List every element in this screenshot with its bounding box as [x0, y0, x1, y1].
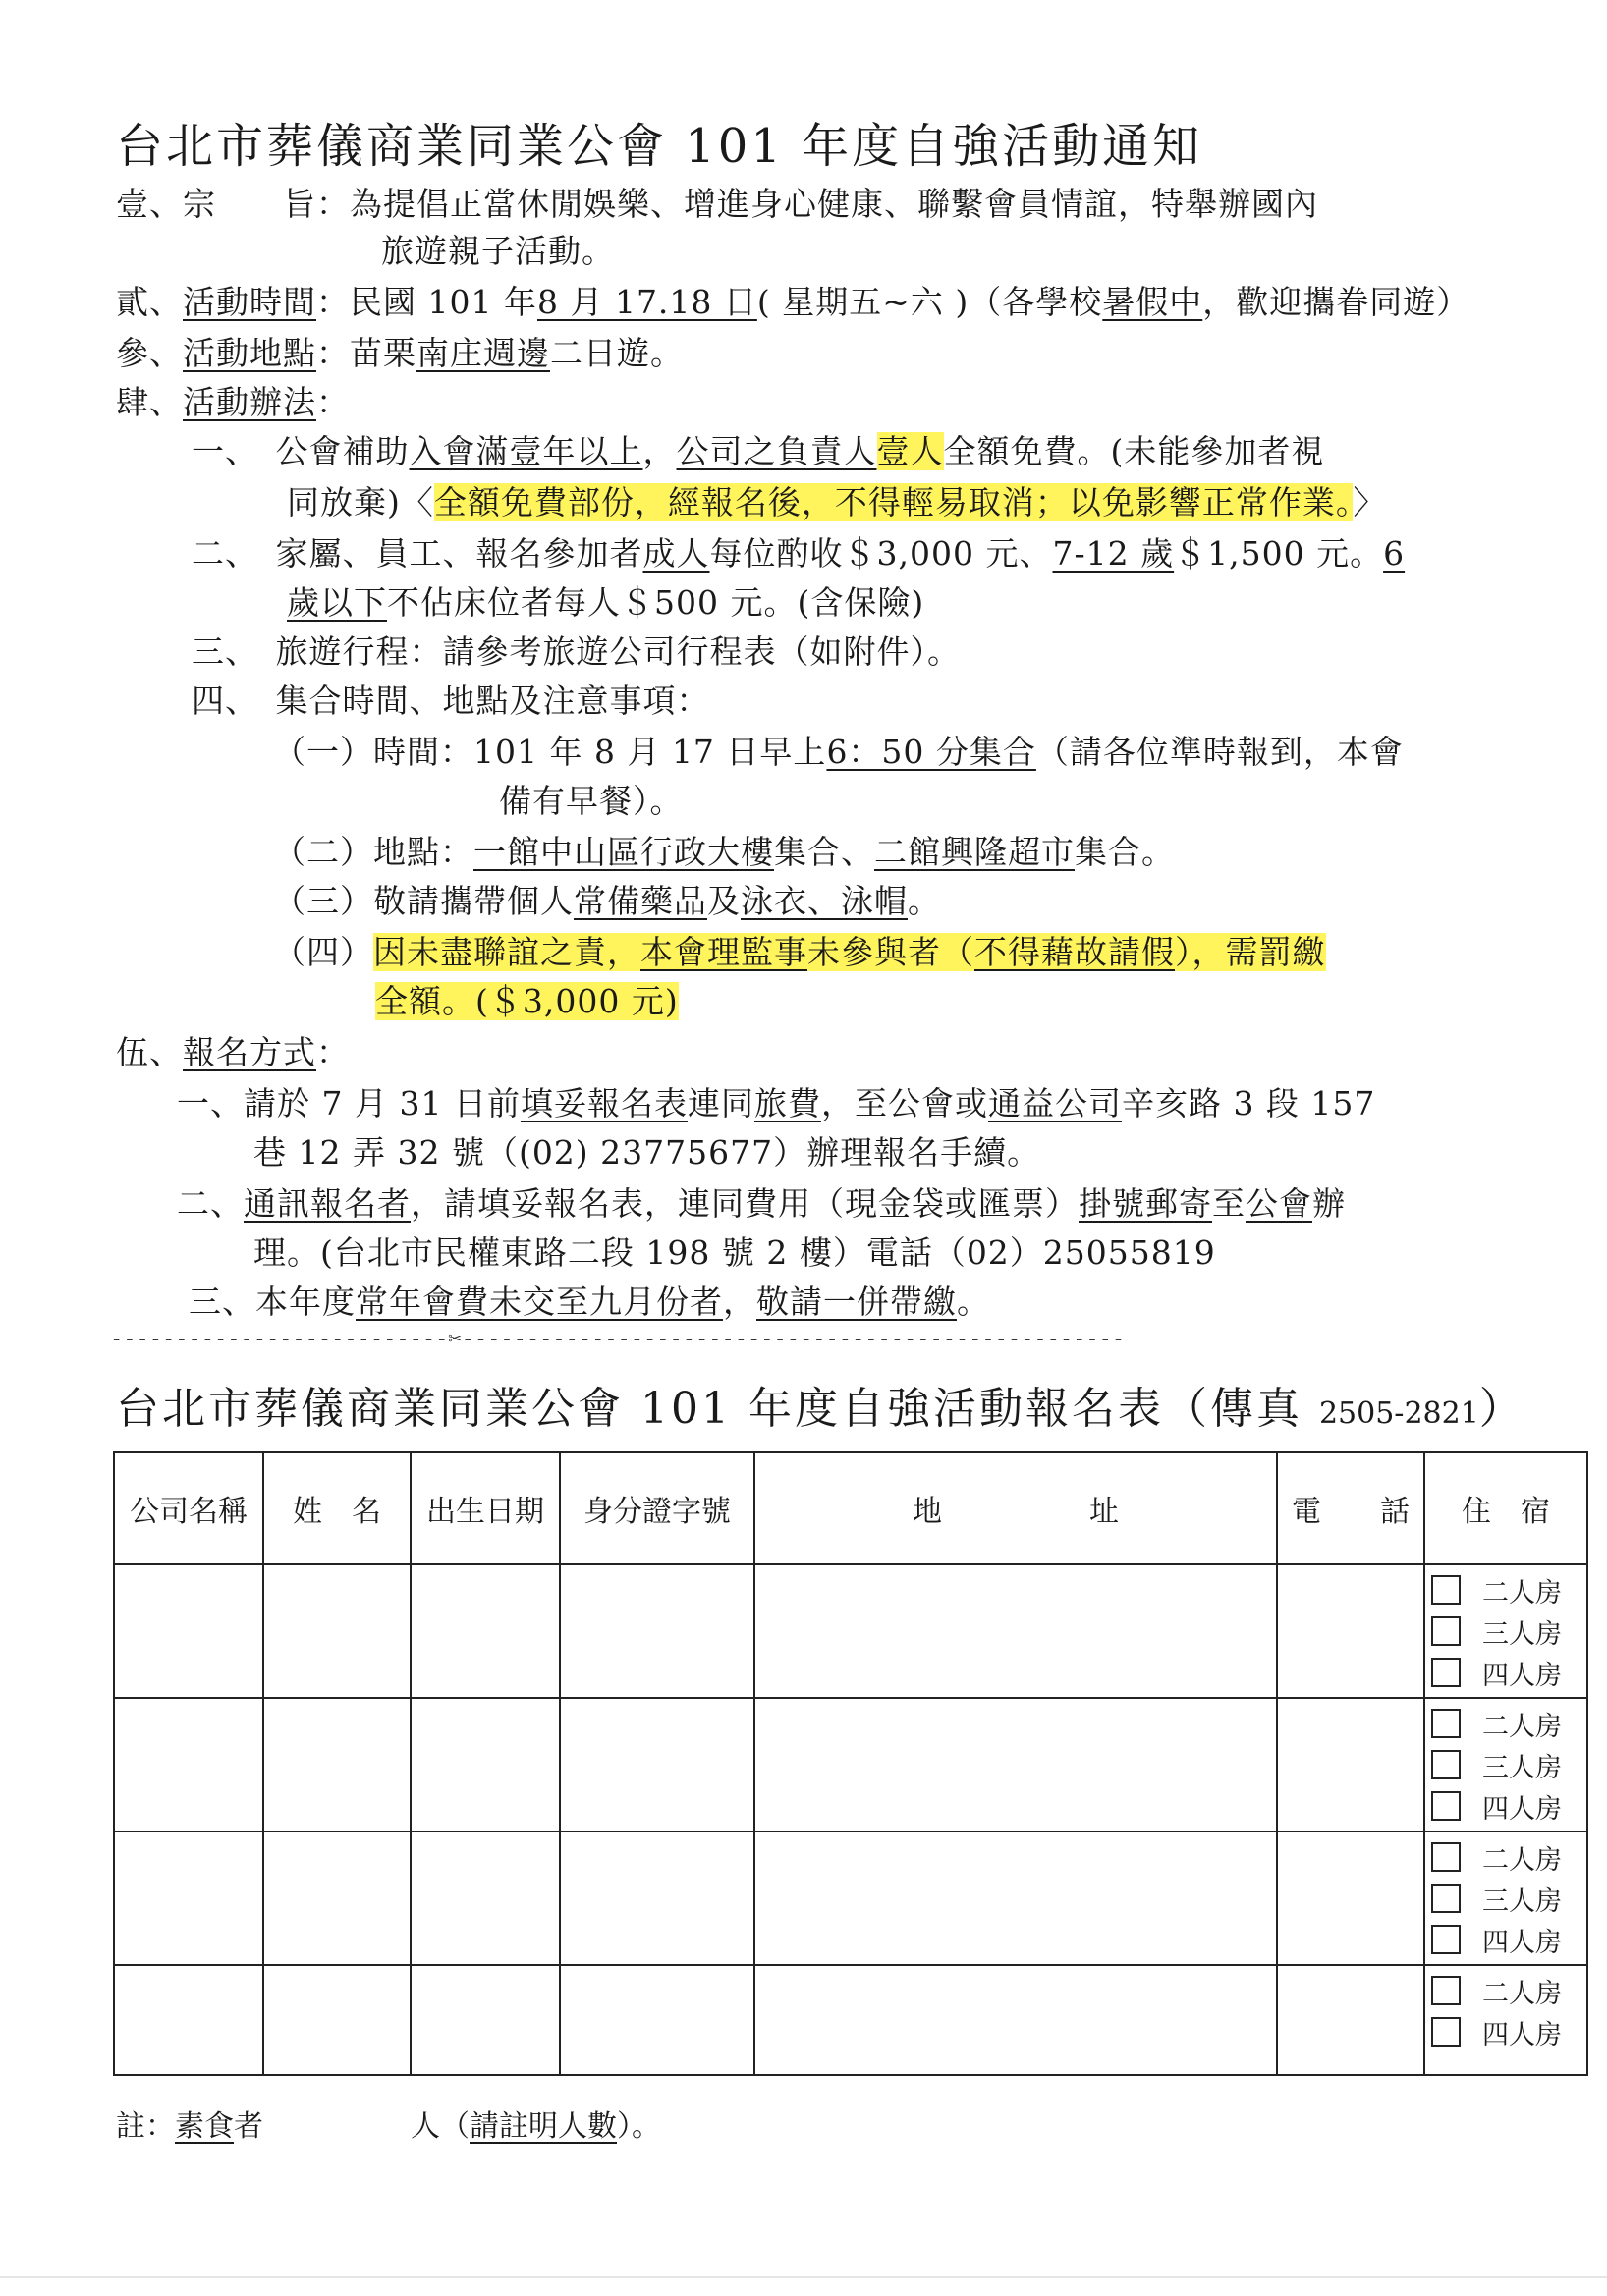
assembly-location-line: （二）地點：一館中山區行政大樓集合、二館興隆超市集合。 [273, 833, 1175, 871]
activity-location-line: 參、活動地點：苗栗南庄週邊二日遊。 [116, 334, 684, 372]
company-name-cell[interactable] [114, 1831, 263, 1965]
name-cell[interactable] [263, 1965, 411, 2075]
assembly-time-line-2: 備有早餐）。 [499, 782, 684, 820]
room-option[interactable]: 四人房 [1431, 1652, 1580, 1693]
room-option[interactable]: 三人房 [1431, 1611, 1580, 1652]
name-cell[interactable] [263, 1698, 411, 1831]
room-option[interactable]: 三人房 [1431, 1744, 1580, 1785]
method-item-3: 三、 旅遊行程：請參考旅遊公司行程表（如附件）。 [192, 632, 961, 671]
checkbox[interactable] [1431, 1976, 1461, 2005]
room-option[interactable]: 四人房 [1431, 2011, 1580, 2052]
checkbox[interactable] [1431, 1750, 1461, 1779]
header-accommodation: 住 宿 [1424, 1452, 1587, 1564]
checkbox[interactable] [1431, 1925, 1461, 1954]
assembly-time-line-1: （一）時間：101 年 8 月 17 日早上6：50 分集合（請各位準時報到，本會 [273, 733, 1404, 771]
registration-item-1-line-2: 巷 12 弄 32 號（(02) 23775677）辦理報名手續。 [253, 1133, 1041, 1172]
checkbox[interactable] [1431, 1616, 1461, 1646]
checkbox[interactable] [1431, 1658, 1461, 1687]
registration-heading: 伍、報名方式： [116, 1033, 350, 1071]
checkbox[interactable] [1431, 2017, 1461, 2047]
phone-cell[interactable] [1277, 1831, 1424, 1965]
address-cell[interactable] [754, 1698, 1277, 1831]
form-title: 台北市葬儀商業同業公會 101 年度自強活動報名表（傳真 2505-2821） [116, 1384, 1525, 1434]
accommodation-cell [1424, 1564, 1587, 1698]
vegetarian-note: 註：素食者 人（請註明人數）。 [116, 2109, 661, 2144]
id-number-cell[interactable] [560, 1564, 754, 1698]
method-item-1-line-1: 一、 公會補助入會滿壹年以上，公司之負責人壹人全額免費。(未能參加者視 [192, 432, 1325, 470]
table-row [114, 1698, 1587, 1831]
header-name: 姓 名 [263, 1452, 411, 1564]
method-item-1-line-2: 同放棄)〈全額免費部份，經報名後，不得輕易取消；以免影響正常作業。〉 [287, 483, 1387, 521]
header-birth-date: 出生日期 [411, 1452, 560, 1564]
notice-title: 台北市葬儀商業同業公會 101 年度自強活動通知 [116, 119, 1203, 174]
scissors-cut-line: --------------------------✂--------------------------------------------------- [110, 1328, 1126, 1351]
purpose-line-2: 旅遊親子活動。 [381, 232, 615, 270]
company-name-cell[interactable] [114, 1564, 263, 1698]
purpose-line-1: 壹、宗 旨：為提倡正當休閒娛樂、增進身心健康、聯繫會員情誼，特舉辦國內 [116, 185, 1318, 223]
address-cell[interactable] [754, 1831, 1277, 1965]
method-item-4: 四、 集合時間、地點及注意事項： [192, 682, 710, 720]
registration-item-3: 三、本年度常年會費未交至九月份者，敬請一併帶繳。 [189, 1283, 990, 1321]
registration-item-1-line-1: 一、請於 7 月 31 日前填妥報名表連同旅費，至公會或通益公司辛亥路 3 段 157 [177, 1084, 1376, 1122]
name-cell[interactable] [263, 1564, 411, 1698]
id-number-cell[interactable] [560, 1831, 754, 1965]
phone-cell[interactable] [1277, 1698, 1424, 1831]
method-item-2-line-1: 二、 家屬、員工、報名參加者成人每位酌收＄3,000 元、7-12 歲＄1,500 元。6 [192, 534, 1406, 573]
birth-date-cell[interactable] [411, 1698, 560, 1831]
phone-cell[interactable] [1277, 1564, 1424, 1698]
company-name-cell[interactable] [114, 1698, 263, 1831]
penalty-line-2: 全額。(＄3,000 元) [375, 982, 679, 1020]
room-option[interactable]: 二人房 [1431, 1970, 1580, 2011]
method-item-2-line-2: 歲以下不佔床位者每人＄500 元。(含保險) [287, 583, 925, 622]
table-header-row [114, 1452, 1587, 1564]
company-name-cell[interactable] [114, 1965, 263, 2075]
checkbox[interactable] [1431, 1842, 1461, 1872]
room-option[interactable]: 二人房 [1431, 1703, 1580, 1744]
room-option[interactable]: 四人房 [1431, 1919, 1580, 1960]
room-option[interactable]: 四人房 [1431, 1785, 1580, 1827]
bring-items-line: （三）敬請攜帶個人常備藥品及泳衣、泳帽。 [273, 882, 941, 920]
header-id-number: 身分證字號 [560, 1452, 754, 1564]
birth-date-cell[interactable] [411, 1965, 560, 2075]
checkbox[interactable] [1431, 1575, 1461, 1605]
room-option[interactable]: 二人房 [1431, 1836, 1580, 1878]
activity-time-line: 貳、活動時間：民國 101 年8 月 17.18 日( 星期五~六 )（各學校暑假中，歡迎攜眷同遊） [116, 283, 1470, 321]
header-company-name: 公司名稱 [114, 1452, 263, 1564]
phone-cell[interactable] [1277, 1965, 1424, 2075]
registration-table [113, 1451, 1588, 2076]
activity-method-heading: 肆、活動辦法： [116, 383, 350, 421]
birth-date-cell[interactable] [411, 1564, 560, 1698]
id-number-cell[interactable] [560, 1965, 754, 2075]
accommodation-cell [1424, 1698, 1587, 1831]
accommodation-cell [1424, 1831, 1587, 1965]
page-bottom-edge [0, 2276, 1607, 2278]
checkbox[interactable] [1431, 1709, 1461, 1738]
checkbox[interactable] [1431, 1791, 1461, 1821]
room-option[interactable]: 二人房 [1431, 1569, 1580, 1611]
table-row [114, 1965, 1587, 2075]
id-number-cell[interactable] [560, 1698, 754, 1831]
name-cell[interactable] [263, 1831, 411, 1965]
header-phone: 電 話 [1277, 1452, 1424, 1564]
accommodation-cell [1424, 1965, 1587, 2075]
room-option[interactable]: 三人房 [1431, 1878, 1580, 1919]
registration-item-2-line-2: 理。(台北市民權東路二段 198 號 2 樓）電話（02）25055819 [253, 1233, 1216, 1272]
registration-item-2-line-1: 二、通訊報名者，請填妥報名表，連同費用（現金袋或匯票）掛號郵寄至公會辦 [177, 1184, 1346, 1223]
table-row [114, 1831, 1587, 1965]
checkbox[interactable] [1431, 1884, 1461, 1913]
address-cell[interactable] [754, 1965, 1277, 2075]
address-cell[interactable] [754, 1564, 1277, 1698]
table-row [114, 1564, 1587, 1698]
header-address: 地 址 [754, 1452, 1277, 1564]
birth-date-cell[interactable] [411, 1831, 560, 1965]
penalty-line-1: （四）因未盡聯誼之責，本會理監事未參與者（不得藉故請假），需罰繳 [273, 933, 1326, 971]
